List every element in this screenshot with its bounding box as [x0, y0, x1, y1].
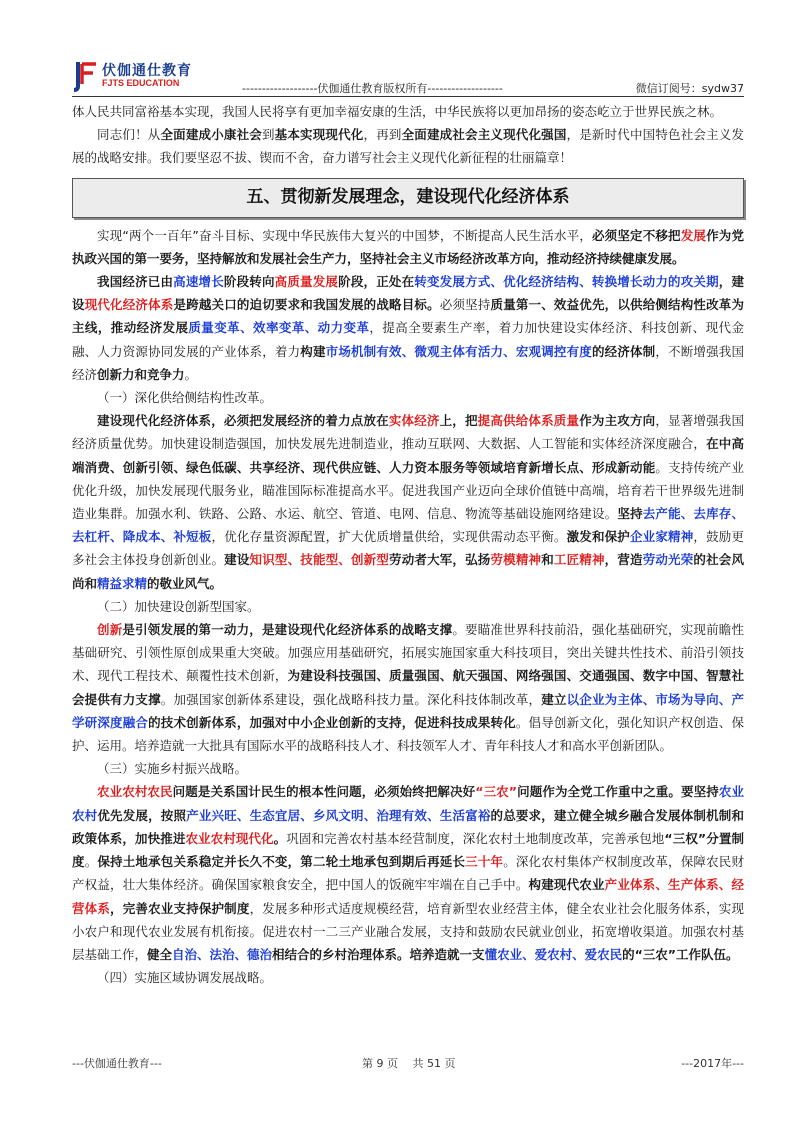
- text-run: 的社会风尚和: [72, 552, 744, 591]
- text-run: ，是新时代中国特色社会主义发展的战略安排。我们要坚忍不拔、锲而不舍，奋力谱写社会主义现代化新征程的壮丽篇章！: [72, 127, 744, 166]
- text-run: 劳动者大军，弘扬: [389, 552, 491, 568]
- text-run: 创新: [97, 622, 123, 638]
- text-run: 为建设科技强国、质量强国、航天强国、网络强国、交通强国、数字中国、智慧社会提供有力支撑: [72, 668, 744, 707]
- text-run: 农业农村农民: [97, 784, 173, 800]
- text-run: 健全: [147, 946, 173, 962]
- text-run: 我国经济已由: [97, 274, 174, 290]
- text-run: 实体经济: [388, 413, 440, 429]
- text-run: 全面建成社会主义现代化强国: [401, 127, 567, 143]
- text-run: 巩固和完善农村基本经营制度，深化农村土地制度改革，完善承包地: [286, 830, 665, 846]
- text-run: ，鼓励更多社会主体投身创新创业。: [72, 529, 744, 568]
- text-run: 产业兴旺、生态宜居、乡风文明、治理有效、生活富裕: [186, 807, 491, 823]
- text-run: 构建: [300, 343, 326, 359]
- subheading-rural: （三）实施乡村振兴战略。: [97, 761, 248, 777]
- text-run: 市场机制有效、微观主体有活力、宏观调控有度: [325, 343, 592, 359]
- text-run: 知识型、技能型、创新型: [249, 552, 390, 568]
- paragraph-economy: [72, 270, 744, 386]
- text-run: 的经济体制: [591, 343, 656, 359]
- text-run: 。深化农村集体产权制度改革，保障农民财产权益，壮大集体经济。确保国家粮食安全，把中国人的饭碗牢牢端在自己手中。: [72, 854, 744, 893]
- text-run: 去产能、去库存、去杠杆、降成本、补短板: [72, 506, 744, 545]
- text-run: 建立: [541, 691, 567, 707]
- text-run: 的技术创新体系，加强对中小企业创新的支持，促进科技成果转化: [148, 714, 516, 730]
- text-run: 建设: [224, 552, 250, 568]
- text-run: 到: [261, 127, 275, 143]
- logo-chinese-name: 伏伽通仕教育: [102, 63, 192, 79]
- text-run: 保持土地承包关系稳定并长久不变，第二轮土地承包到期后再延长: [97, 854, 466, 870]
- page-header: [72, 50, 744, 100]
- section-title: 五、贯彻新发展理念，建设现代化经济体系: [72, 178, 744, 218]
- text-run: 作为主攻方向: [579, 413, 656, 429]
- page-number: 第 9 页 共 51 页: [362, 1057, 456, 1070]
- text-run: ，提高全要素生产率，着力加快建设实体经济、科技创新、现代金融、人力资源协同发展的产业体系，着力: [72, 320, 744, 359]
- text-run: 质量第一、效益优先: [490, 297, 605, 313]
- subheading-innovation: （二）加快建设创新型国家。: [97, 598, 260, 614]
- text-run: 产业体系、生产体系、经营体系: [72, 877, 744, 916]
- text-run: 的敬业风气。: [147, 575, 223, 591]
- text-run: 阶段转向: [223, 274, 275, 290]
- text-run: 和: [541, 552, 554, 568]
- text-run: 高速增长: [173, 274, 224, 290]
- text-run: 。要瞄准世界科技前沿，强化基础研究，实现前瞻性基础研究、引领性原创成果重大突破。加强应用基础研究，拓展实施国家重大科技项目，突出关键共性技术、前沿引领技术、现代工程技术、颠覆性技术创新，: [72, 622, 744, 684]
- text-run: 质量变革、效率变革、动力变革: [188, 320, 370, 336]
- text-run: 问题是关系国计民生的根本性问题，必须始终把解决好: [172, 784, 476, 800]
- text-run: 农业农村现代化: [185, 830, 274, 846]
- text-run: 以企业为主体、市场为导向、产学研深度融合: [72, 691, 744, 730]
- text-run: 的“三农”工作队伍。: [622, 946, 739, 962]
- paragraph-innovation: [72, 618, 744, 757]
- text-run: ，完善农业支持保护制度: [110, 900, 250, 916]
- text-run: ，再到: [363, 127, 402, 143]
- text-run: 是跨越关口的迫切要求和我国发展的战略目标。: [173, 297, 440, 313]
- text-run: 必须坚持: [439, 297, 491, 313]
- text-run: 现代化经济体系: [84, 297, 174, 313]
- text-run: 劳动光荣: [642, 552, 694, 568]
- paragraph-intro: [72, 224, 744, 270]
- text-run: 优先发展，按照: [97, 807, 187, 823]
- text-run: 必须坚定不移把: [592, 227, 681, 243]
- subheading-regional: （四）实施区域协调发展战略。: [97, 970, 273, 986]
- text-run: 创新力和竞争力: [97, 366, 185, 382]
- text-run: 企业家精神: [629, 529, 694, 545]
- text-run: 问题作为全党工作重中之重。要坚持: [517, 784, 719, 800]
- paragraph-supply-side: [72, 409, 744, 595]
- subheading-supply-side: （一）深化供给侧结构性改革。: [97, 390, 273, 406]
- text-run: 。支持传统产业优化升级，加快发展现代服务业，瞄准国际标准提高水平。促进我国产业迈向全球价值链中高端，培育若干世界级先进制造业集群。加强水利、铁路、公路、水运、航空、管道、电网、信息、物流等基础设施网络建设。: [72, 459, 744, 522]
- text-run: 自治、法治、德治: [172, 946, 273, 962]
- text-run: 。: [273, 830, 287, 846]
- text-run: 作为党执政兴国的第一要务，坚持解放和发展社会生产力，坚持社会主义市场经济改革方向，推动经济持续健康发展。: [72, 227, 744, 266]
- text-run: 基本实现现代化: [274, 127, 364, 143]
- text-run: 劳模精神: [490, 552, 542, 568]
- paragraph-continuation: 体人民共同富裕基本实现，我国人民将享有更加幸福安康的生活，中华民族将以更加昂扬的姿态屹立于世界民族之林。: [72, 104, 723, 119]
- text-run: 。倡导创新文化，强化知识产权创造、保护、运用。培养造就一大批具有国际水平的战略科技人才、科技领军人才、青年科技人才和高水平创新团队。: [72, 714, 744, 754]
- logo-english-name: FJTS EDUCATION: [102, 78, 180, 88]
- text-run: ，建设: [72, 274, 744, 313]
- text-run: ，发展多种形式适度规模经营，培育新型农业经营主体，健全农业社会化服务体系，实现小农户和现代农业发展有机衔接。促进农村一二三产业融合发展，支持和鼓励农民就业创业，拓宽增收渠道。加强农村基层基础工作，: [72, 900, 744, 962]
- footer-brand: ---伏伽通仕教育---: [72, 1057, 162, 1070]
- text-run: 是引领发展的第一动力，是建设现代化经济体系的战略支撑: [122, 622, 453, 638]
- wechat-account: 微信订阅号：sydw37: [635, 82, 744, 95]
- text-run: ，显著增强我国经济质量优势。加快建设制造强国，加快发展先进制造业，推动互联网、大数据、人工智能和实体经济深度融合，: [72, 413, 744, 452]
- text-run: 建设现代化经济体系，必须把发展经济的着力点放在: [97, 413, 389, 429]
- text-run: 相结合的乡村治理体系。培养造就一支: [272, 946, 485, 962]
- text-run: ，不断增强我国经济: [72, 343, 744, 382]
- text-run: 三十年: [465, 854, 504, 870]
- text-run: 的总要求，建立健全城乡融合发展体制机制和政策体系，加快推进: [72, 807, 744, 846]
- text-run: 农业农村: [72, 784, 744, 823]
- text-run: 坚持: [617, 506, 643, 522]
- text-run: 高质量发展: [274, 274, 339, 290]
- text-run: 同志们！从: [97, 127, 161, 143]
- paragraph-rural: [72, 780, 744, 966]
- text-run: 工匠精神: [553, 552, 605, 568]
- text-run: 转变发展方式、优化经济结构、转换增长动力的攻关期: [414, 274, 719, 290]
- text-run: 上，把: [439, 413, 478, 429]
- header-divider: [72, 96, 744, 97]
- text-run: 懂农业、爱农村、爱农民: [484, 946, 623, 962]
- text-run: 激发和保护: [566, 529, 630, 545]
- text-run: 精益求精: [97, 575, 148, 591]
- text-run: “三权”分置制度: [72, 830, 744, 870]
- paragraph-closing: [72, 123, 744, 169]
- text-run: ，营造: [604, 552, 643, 568]
- fjts-logo-icon: [72, 60, 98, 92]
- footer-year: ---2017年---: [681, 1057, 744, 1070]
- text-run: 。加强国家创新体系建设，强化战略科技力量。深化科技体制改革，: [160, 691, 542, 707]
- text-run: ，优化存量资源配置，扩大优质增量供给，实现供需动态平衡。: [211, 529, 567, 545]
- text-run: 。: [184, 366, 198, 382]
- text-run: 发展: [680, 227, 707, 243]
- text-run: 提高供给体系质量: [477, 413, 580, 429]
- text-run: 。: [84, 854, 98, 870]
- text-run: 全面建成小康社会: [160, 127, 262, 143]
- text-run: 在中高端消费、创新引领、绿色低碳、共享经济、现代供应链、人力资本服务等领域培育新增长点、形成新动能: [72, 436, 744, 475]
- copyright-notice: -------------------伏伽通仕教育版权所有-------------------: [242, 82, 503, 95]
- text-run: 构建现代农业: [528, 877, 605, 893]
- document-body: [72, 100, 744, 989]
- text-run: ，以供给侧结构性改革为主线，推动经济发展: [72, 297, 744, 336]
- text-run: 实现“两个一百年”奋斗目标、实现中华民族伟大复兴的中国梦，不断提高人民生活水平，: [97, 227, 592, 243]
- text-run: 阶段，正处在: [338, 274, 415, 290]
- text-run: “三农”: [475, 784, 518, 800]
